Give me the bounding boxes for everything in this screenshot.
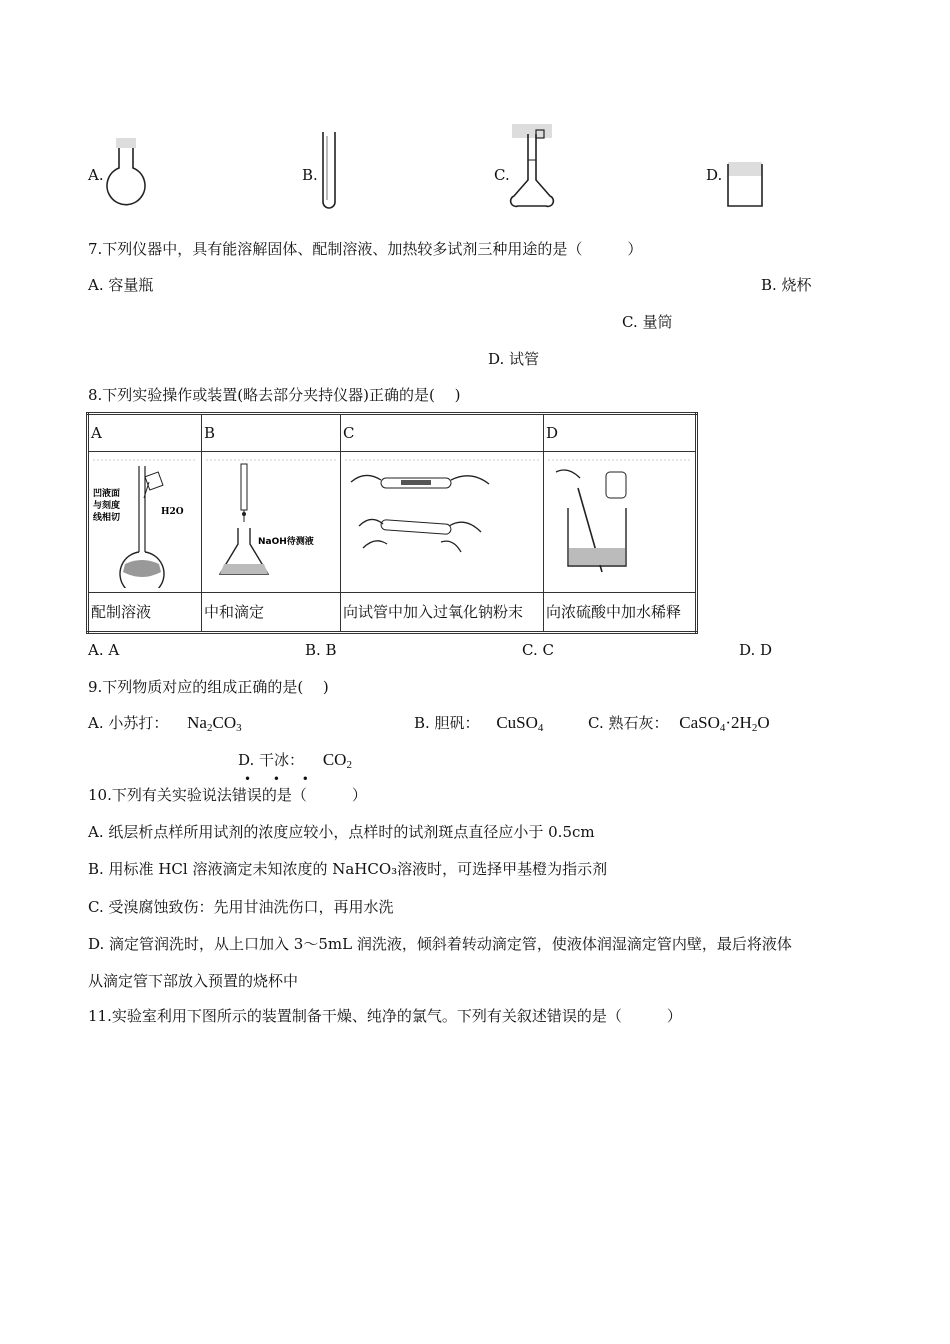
q8-a-note-line3: 线相切 bbox=[93, 513, 121, 523]
question-9-stem: 9.下列物质对应的组成正确的是( ) bbox=[88, 678, 329, 696]
q8-caption-a: 配制溶液 bbox=[88, 593, 202, 633]
q9-option-a bbox=[88, 712, 242, 734]
formula-subscript: 2 bbox=[346, 759, 352, 771]
q7-option-a: A. 容量瓶 bbox=[88, 276, 154, 294]
q6-option-c-label: C. bbox=[494, 166, 510, 184]
q6-option-d-label: D. bbox=[706, 166, 723, 184]
formula-part: O bbox=[757, 713, 770, 732]
q8-b-naoh-label: NaOH待测液 bbox=[258, 537, 314, 547]
volumetric-flask-icon bbox=[508, 124, 556, 212]
question-11-stem: 11.实验室利用下图所示的装置制备干燥、纯净的氯气。下列有关叙述错误的是（ ） bbox=[88, 1007, 682, 1025]
q8-caption-c: 向试管中加入过氧化钠粉末 bbox=[341, 593, 544, 633]
q9-option-a-formula bbox=[187, 713, 241, 732]
q10-option-d-line1: D. 滴定管润洗时，从上口加入 3～5mL 润洗液，倾斜着转动滴定管，使液体润湿滴定管内壁，最后将液体 bbox=[88, 935, 792, 953]
q8-option-b: B. B bbox=[305, 641, 337, 659]
formula-part: ·2H bbox=[725, 713, 752, 732]
q8-figure-b bbox=[202, 452, 341, 593]
formula-subscript: 4 bbox=[537, 722, 544, 734]
q8-option-d: D. D bbox=[739, 641, 773, 659]
q9-option-a-label: A. 小苏打： bbox=[88, 714, 169, 732]
q9-option-b bbox=[414, 712, 543, 734]
q10-option-c: C. 受溴腐蚀致伤：先用甘油洗伤口，再用水洗 bbox=[88, 898, 394, 916]
formula-part: CO bbox=[322, 750, 347, 769]
q8-option-c: C. C bbox=[522, 641, 554, 659]
diluting-acid-figure bbox=[544, 452, 695, 588]
q8-header-a: A bbox=[88, 414, 202, 452]
round-bottom-flask-icon bbox=[100, 138, 152, 212]
formula-part: CO bbox=[212, 713, 237, 732]
q8-header-d: D bbox=[544, 414, 697, 452]
q9-option-d-formula bbox=[323, 750, 352, 769]
formula-subscript: 3 bbox=[236, 722, 242, 734]
formula-part: CaSO bbox=[679, 713, 720, 732]
emphasis-dots: • • • bbox=[244, 772, 318, 786]
q6-option-a-label: A. bbox=[88, 166, 104, 184]
q8-caption-b: 中和滴定 bbox=[202, 593, 341, 633]
formula-part: Na bbox=[187, 713, 207, 732]
q7-option-c: C. 量筒 bbox=[622, 313, 673, 331]
q8-caption-d: 向浓硫酸中加水稀释 bbox=[544, 593, 697, 633]
beaker-icon bbox=[724, 160, 766, 210]
q9-option-c-formula bbox=[679, 713, 769, 732]
q9-option-d bbox=[238, 749, 352, 771]
q8-a-note-line2: 与刻度 bbox=[93, 501, 121, 511]
q9-option-c-label: C. 熟石灰： bbox=[588, 714, 669, 732]
q8-figure-c bbox=[341, 452, 544, 593]
question-8-stem: 8.下列实验操作或装置(略去部分夹持仪器)正确的是( ) bbox=[88, 386, 461, 404]
q8-figure-d bbox=[544, 452, 697, 593]
volumetric-flask-preparation-figure bbox=[89, 452, 201, 588]
formula-subscript: 4 bbox=[719, 722, 726, 734]
titration-figure bbox=[202, 452, 340, 588]
q9-option-b-label: B. 胆矾： bbox=[414, 714, 480, 732]
q9-option-d-label: D. 干冰： bbox=[238, 751, 305, 769]
formula-subscript: 2 bbox=[751, 722, 758, 734]
formula-part: CuSO bbox=[496, 713, 538, 732]
q8-a-water-label: H2O bbox=[161, 507, 184, 517]
q9-option-c bbox=[588, 712, 770, 734]
q6-option-b-label: B. bbox=[302, 166, 318, 184]
q8-figure-a bbox=[88, 452, 202, 593]
question-10-stem: 10.下列有关实验说法错误的是（ ） bbox=[88, 786, 367, 804]
adding-powder-to-test-tube-figure bbox=[341, 452, 543, 588]
test-tube-icon bbox=[320, 130, 338, 210]
q8-option-a: A. A bbox=[88, 641, 120, 659]
q8-a-note-line1: 凹液面 bbox=[93, 489, 121, 499]
q7-option-d: D. 试管 bbox=[488, 350, 540, 368]
q8-options-table bbox=[86, 412, 698, 634]
q9-option-b-formula bbox=[496, 713, 543, 732]
q7-option-b: B. 烧杯 bbox=[761, 276, 812, 294]
q10-option-b: B. 用标准 HCl 溶液滴定未知浓度的 NaHCO₃溶液时，可选择甲基橙为指示剂 bbox=[88, 860, 608, 878]
q8-header-b: B bbox=[202, 414, 341, 452]
formula-subscript: 2 bbox=[206, 722, 213, 734]
q8-header-c: C bbox=[341, 414, 544, 452]
question-7-stem: 7.下列仪器中，具有能溶解固体、配制溶液、加热较多试剂三种用途的是（ ） bbox=[88, 240, 643, 258]
q10-option-a: A. 纸层析点样所用试剂的浓度应较小，点样时的试剂斑点直径应小于 0.5cm bbox=[88, 823, 595, 841]
q10-option-d-line2: 从滴定管下部放入预置的烧杯中 bbox=[88, 972, 299, 990]
